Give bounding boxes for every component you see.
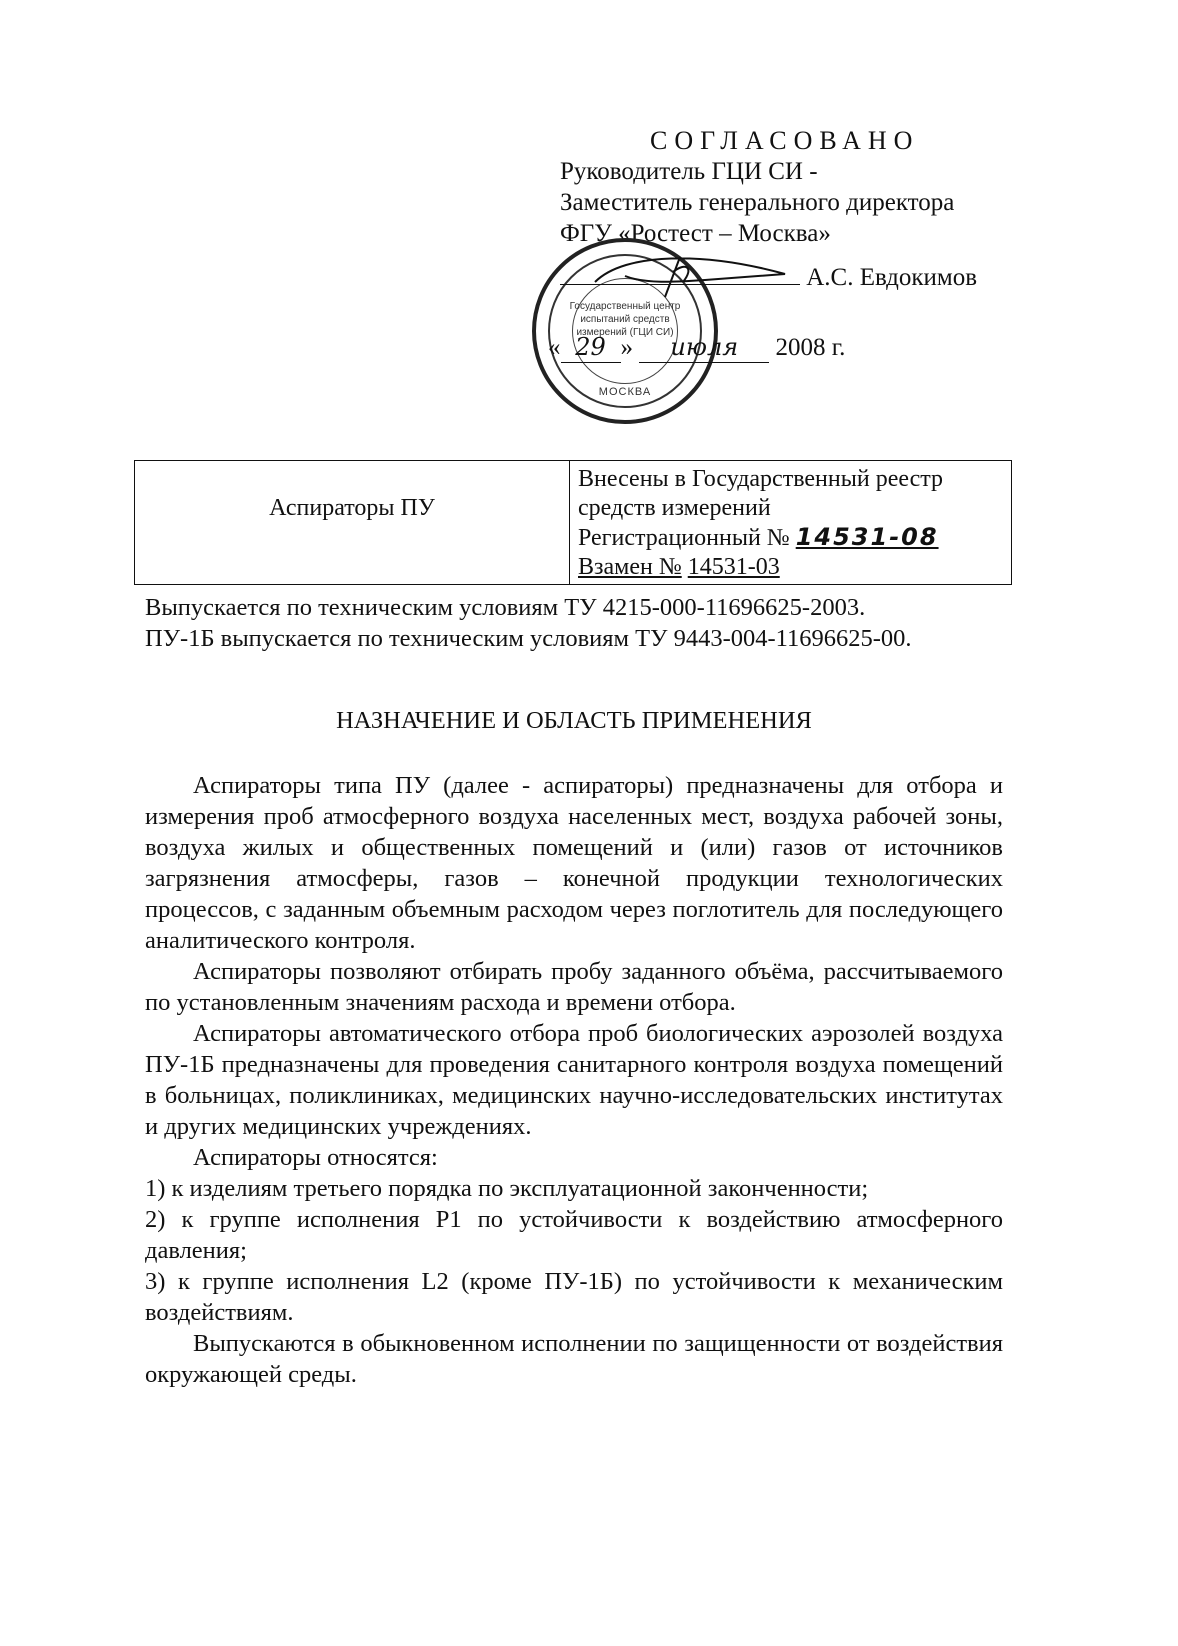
specifications xyxy=(145,592,1003,654)
section-heading: НАЗНАЧЕНИЕ И ОБЛАСТЬ ПРИМЕНЕНИЯ xyxy=(336,707,812,734)
product-name: Аспираторы ПУ xyxy=(269,494,435,521)
approval-title: СОГЛАСОВАНО xyxy=(650,126,920,155)
registry-entered-line-2: средств измерений xyxy=(578,495,771,521)
date-day: 29 xyxy=(575,333,606,361)
signature-scribble-icon xyxy=(585,252,795,302)
paragraph-protection: Выпускаются в обыкновенном исполнении по защищенности от воздействия окружающей среды. xyxy=(145,1330,1003,1388)
paragraph-pu1b: Аспираторы автоматического отбора проб биологических аэрозолей воздуха ПУ-1Б предназначены для проведения санитарного контроля воздуха помещений в больницах, поликлиниках, медицинских научно-исследовательских институтах и других медицинских учреждениях. xyxy=(145,1020,1003,1140)
approval-position-2: Заместитель генерального директора xyxy=(560,189,955,216)
stamp-city-text: МОСКВА xyxy=(598,386,652,398)
paragraph-purpose: Аспираторы типа ПУ (далее - аспираторы) предназначены для отбора и измерения проб атмосферного воздуха населенных мест, воздуха рабочей зоны, воздуха жилых и общественных помещений и (или) газов от источников загрязнения атмосферы, газов – конечной продукции технологических процессов, с заданным объемным расходом через поглотитель для последующего аналитического контроля. xyxy=(145,772,1003,954)
date-year: 2008 г. xyxy=(775,334,846,361)
registry-info-cell xyxy=(570,461,1012,585)
product-name-cell xyxy=(135,461,570,585)
registration-number-row xyxy=(578,523,1005,553)
spec-line-2: ПУ-1Б выпускается по техническим условиям ТУ 9443-004-11696625-00. xyxy=(145,625,912,652)
paragraph-classification-intro: Аспираторы относятся: xyxy=(193,1144,438,1171)
list-item: 2) к группе исполнения Р1 по устойчивости к воздействию атмосферного давления; xyxy=(145,1206,1003,1264)
list-item: 3) к группе исполнения L2 (кроме ПУ-1Б) по устойчивости к механическим воздействиям. xyxy=(145,1268,1003,1326)
approval-block xyxy=(560,125,1000,249)
replaces-number: 14531-03 xyxy=(687,554,780,580)
paragraph-sample-volume: Аспираторы позволяют отбирать пробу заданного объёма, рассчитываемого по установленным значениям расхода и времени отбора. xyxy=(145,958,1003,1016)
replaces-row xyxy=(578,553,1005,582)
stamp-center-text: Государственный центр испытаний средств измерений (ГЦИ СИ) xyxy=(569,301,681,338)
registration-number-value: 14531-08 xyxy=(795,523,939,551)
replaces-label: Взамен № xyxy=(578,554,682,580)
registration-number-label: Регистрационный № xyxy=(578,525,790,551)
registry-table xyxy=(134,460,1012,585)
spec-line-1: Выпускается по техническим условиям ТУ 4215-000-11696625-2003. xyxy=(145,594,866,621)
list-item: 1) к изделиям третьего порядка по эксплуатационной законченности; xyxy=(145,1175,869,1202)
approval-organization: ФГУ «Ростест – Москва» xyxy=(560,220,831,247)
registry-entered-line-1: Внесены в Государственный реестр xyxy=(578,466,944,492)
section-body xyxy=(145,770,1003,1390)
signatory-name: А.С. Евдокимов xyxy=(806,264,978,291)
date-row: « 29 » июля 2008 г. xyxy=(548,333,846,361)
date-month: июля xyxy=(670,333,739,361)
approval-position-1: Руководитель ГЦИ СИ - xyxy=(560,158,818,185)
